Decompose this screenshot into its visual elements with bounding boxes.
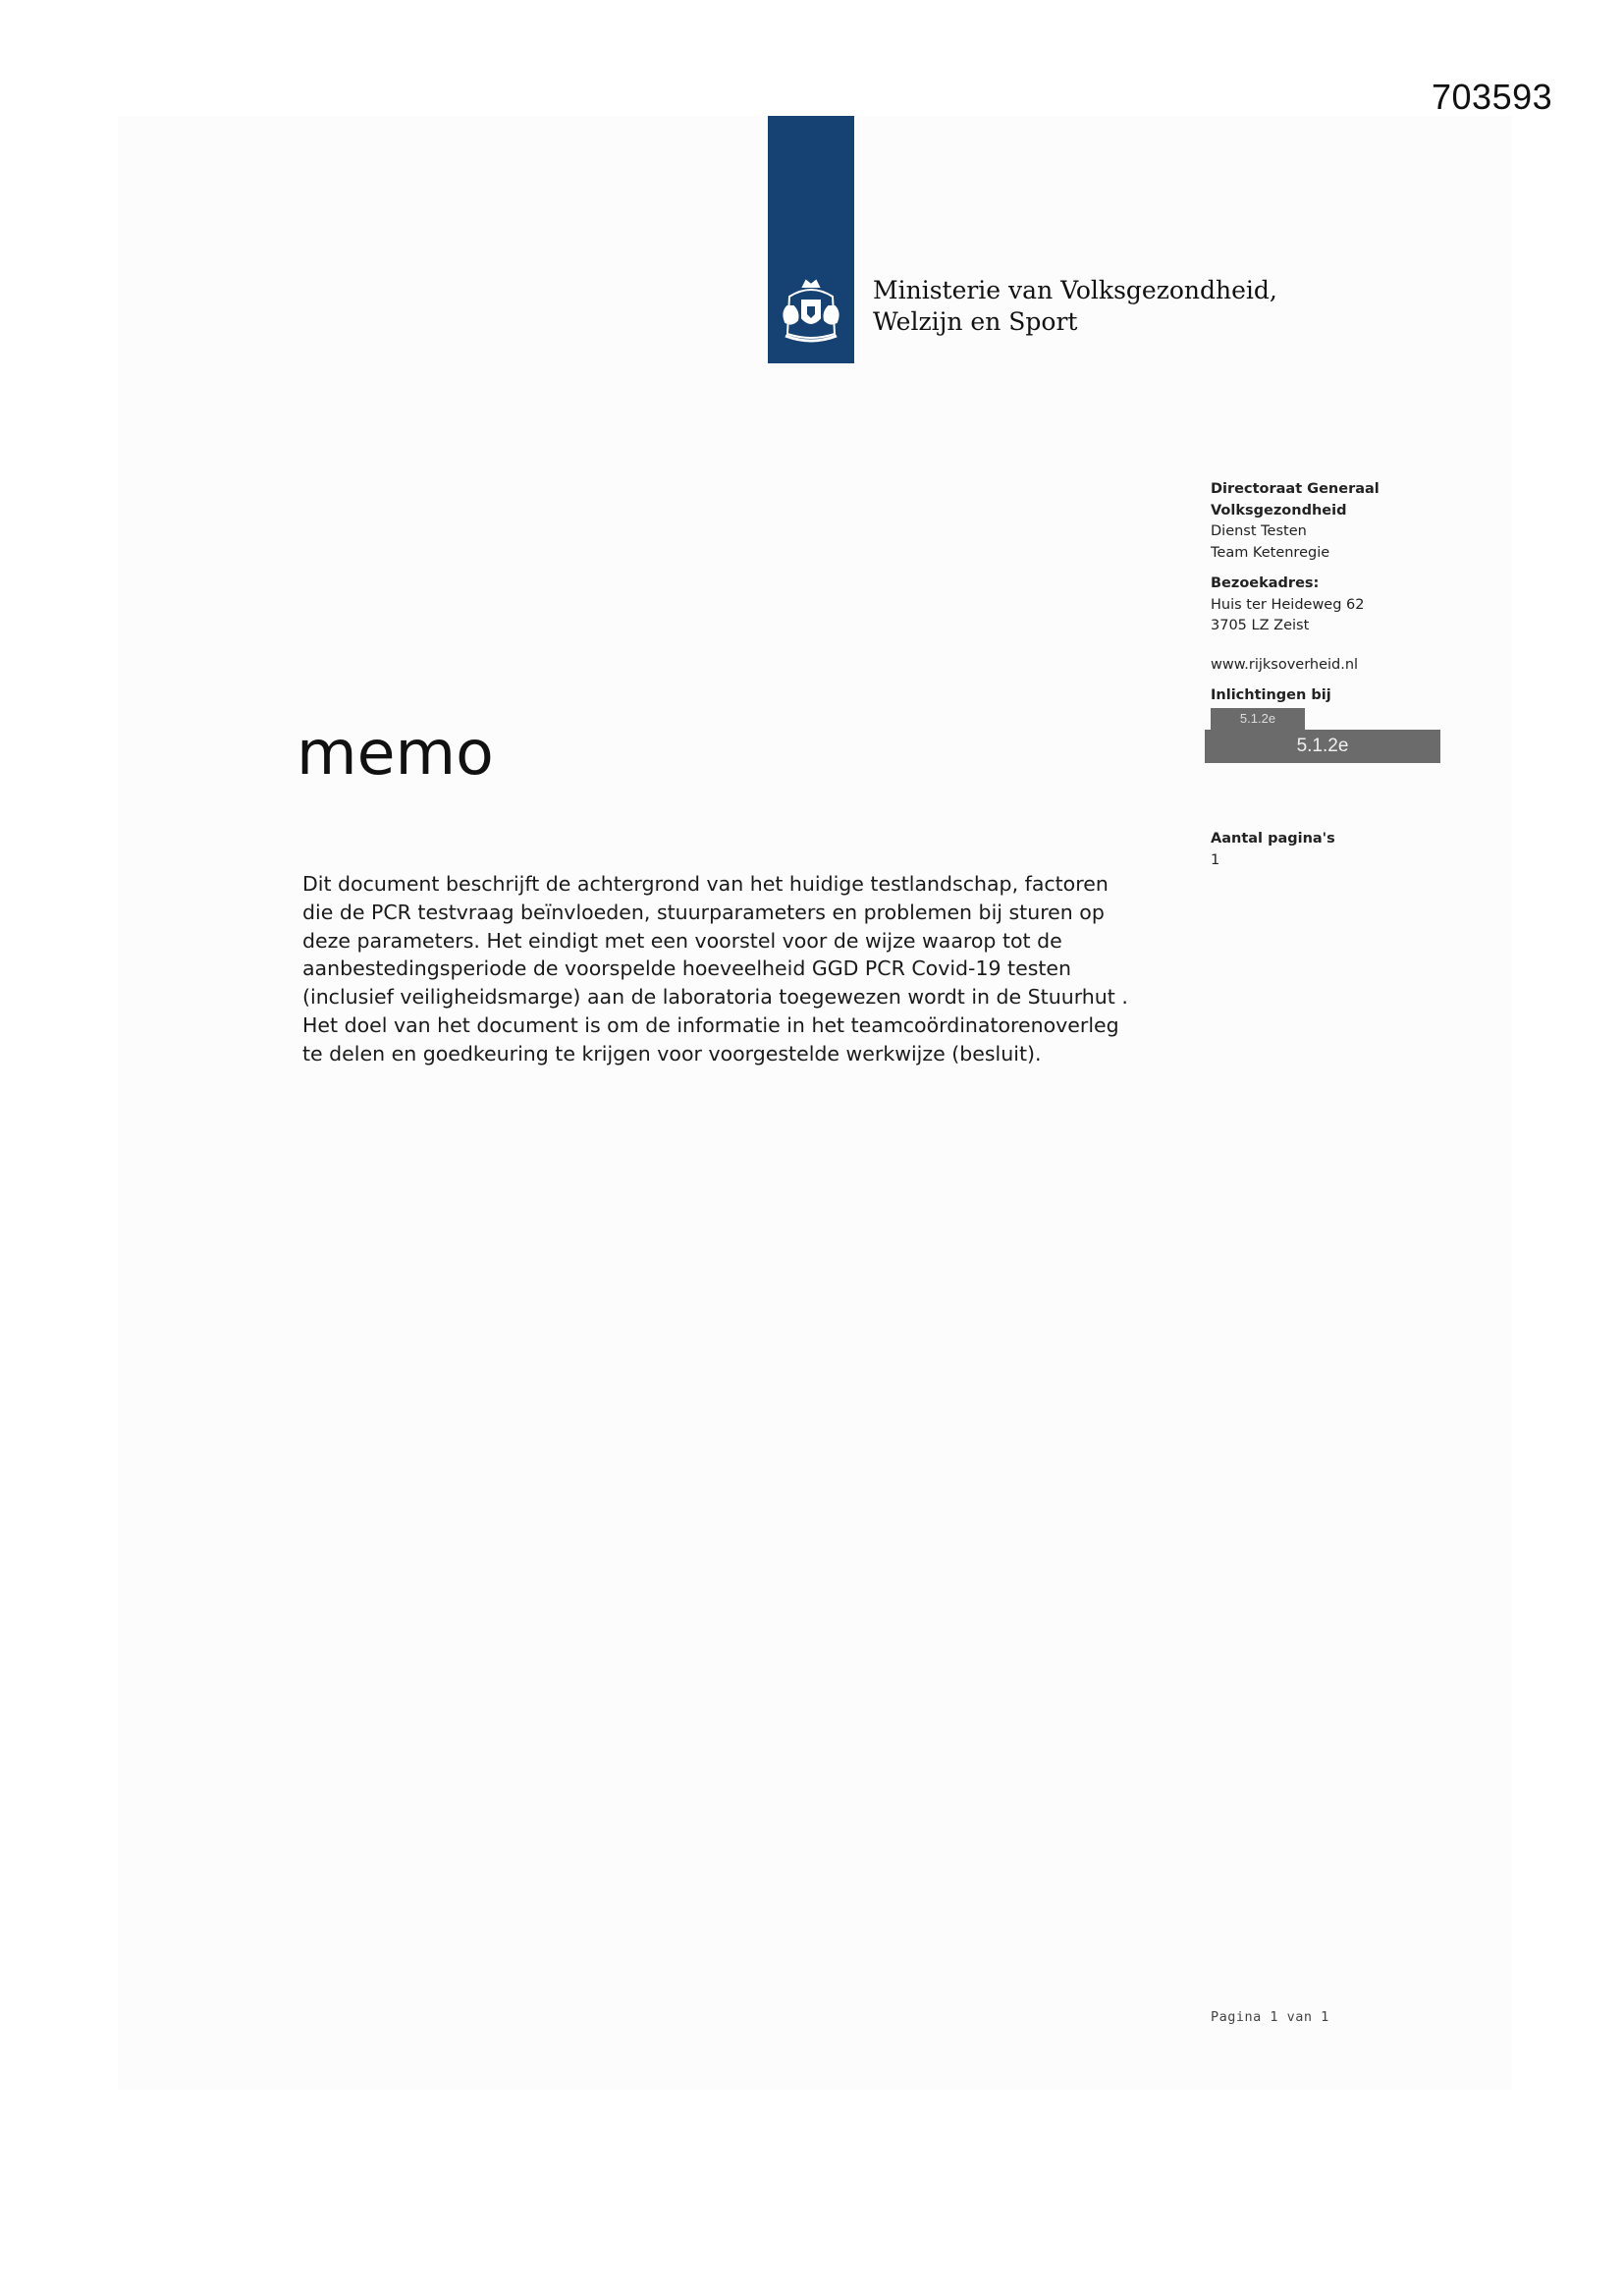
page-count-block — [1211, 828, 1335, 871]
page-indicator: Pagina 1 van 1 — [1211, 2009, 1329, 2025]
body-line: (inclusief veiligheidsmarge) aan de laboratoria toegewezen wordt in de Stuurhut . — [302, 985, 1128, 1010]
body-line: deze parameters. Het eindigt met een voorstel voor de wijze waarop tot de — [302, 928, 1062, 953]
body-line: te delen en goedkeuring te krijgen voor voorgestelde werkwijze (besluit). — [302, 1041, 1042, 1066]
visit-address-line-2: 3705 LZ Zeist — [1211, 618, 1310, 633]
page-count-value: 1 — [1211, 852, 1220, 868]
page-sheet — [118, 116, 1512, 2090]
document-number: 703593 — [1432, 77, 1553, 117]
body-line: aanbestedingsperiode de voorspelde hoeveelheid GGD PCR Covid-19 testen — [302, 957, 1072, 981]
department-line-2: Volksgezondheid — [1211, 502, 1347, 519]
coat-of-arms-icon — [776, 277, 846, 346]
redaction-box-small: 5.1.2e — [1211, 708, 1305, 730]
memo-body — [302, 870, 1186, 1068]
page-count-label: Aantal pagina's — [1211, 831, 1335, 847]
sender-details — [1211, 479, 1446, 707]
redaction-box-large: 5.1.2e — [1205, 730, 1440, 763]
ministry-logo — [768, 116, 854, 363]
visit-address-label: Bezoekadres: — [1211, 575, 1320, 591]
department-line-1: Directoraat Generaal — [1211, 481, 1380, 497]
body-line: die de PCR testvraag beïnvloeden, stuurparameters en problemen bij sturen op — [302, 900, 1105, 924]
ministry-name-line-1: Ministerie van Volksgezondheid, — [873, 276, 1277, 304]
department-line-4: Team Ketenregie — [1211, 544, 1330, 561]
memo-title: memo — [297, 717, 494, 789]
ministry-name-line-2: Welzijn en Sport — [873, 307, 1078, 336]
ministry-name — [873, 275, 1277, 338]
website-link[interactable]: www.rijksoverheid.nl — [1211, 656, 1359, 673]
body-line: Het doel van het document is om de informatie in het teamcoördinatorenoverleg — [302, 1012, 1119, 1037]
visit-address-line-1: Huis ter Heideweg 62 — [1211, 596, 1365, 613]
body-line: Dit document beschrijft de achtergrond van het huidige testlandschap, factoren — [302, 872, 1109, 896]
contact-label: Inlichtingen bij — [1211, 687, 1331, 703]
department-line-3: Dienst Testen — [1211, 523, 1307, 539]
